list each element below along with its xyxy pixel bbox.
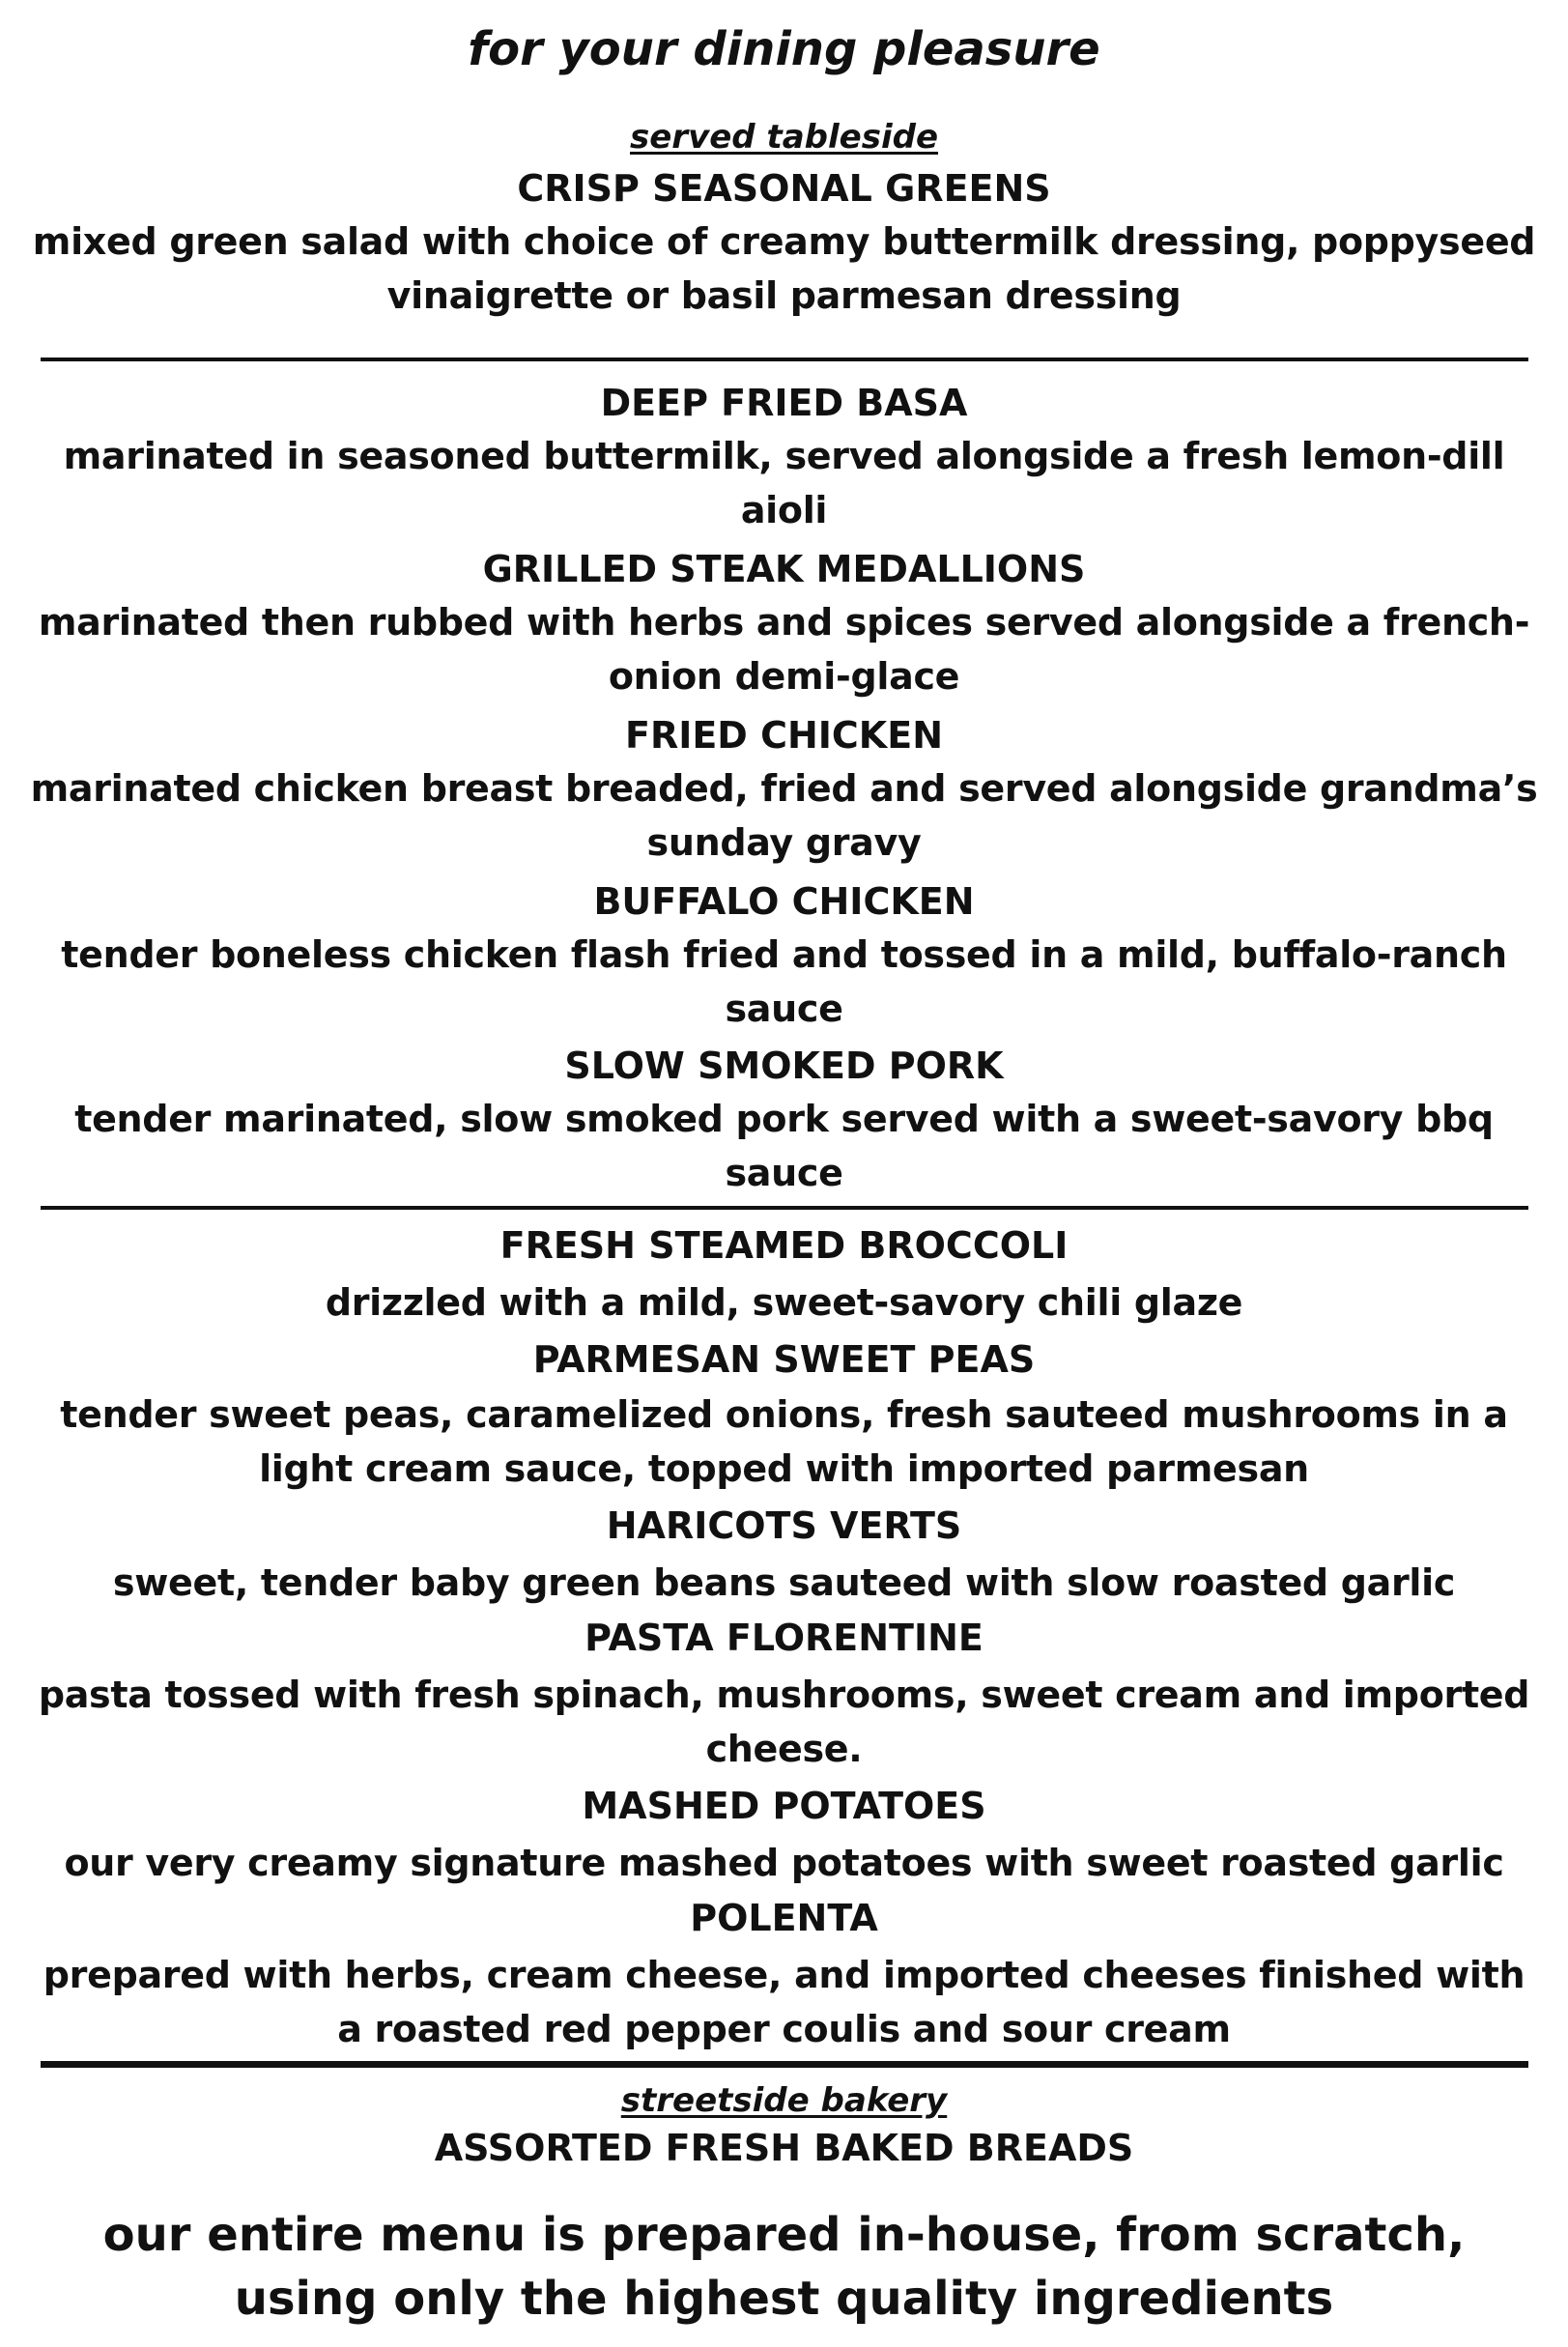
entree-desc-line: sunday gravy [646,821,922,864]
footer-line-2: using only the highest quality ingredients [234,2272,1334,2326]
entree-name: FRIED CHICKEN [624,714,943,757]
entree-name: BUFFALO CHICKEN [593,880,975,923]
side-desc-line: sweet, tender baby green beans sauteed with slow roasted garlic [112,1561,1456,1604]
streetside-bakery-label: streetside bakery [620,2081,948,2120]
entree-name: DEEP FRIED BASA [600,382,968,424]
side-name: POLENTA [690,1897,878,1939]
side-desc-line: drizzled with a mild, sweet-savory chili glaze [325,1281,1243,1324]
entree-desc-line: tender boneless chicken flash fried and tossed in a mild, buffalo-ranch [61,933,1507,976]
bakery-item-name: ASSORTED FRESH BAKED BREADS [434,2127,1134,2169]
divider [41,1206,1528,1210]
entree-desc-line: tender marinated, slow smoked pork served with a sweet-savory bbq [74,1098,1494,1140]
side-desc-line: pasta tossed with fresh spinach, mushrooms, sweet cream and imported [38,1674,1530,1716]
salad-desc-line-2: vinaigrette or basil parmesan dressing [386,274,1182,317]
side-desc-line: our very creamy signature mashed potatoes with sweet roasted garlic [64,1842,1504,1884]
entree-name: SLOW SMOKED PORK [564,1045,1004,1087]
side-name: MASHED POTATOES [582,1785,986,1827]
side-name: PASTA FLORENTINE [584,1617,984,1659]
footer-line-1: our entire menu is prepared in-house, from scratch, [102,2208,1466,2262]
entree-desc-line: marinated then rubbed with herbs and spices served alongside a french- [38,601,1530,644]
entree-desc-line: sauce [725,1152,843,1194]
entree-desc-line: onion demi-glace [608,655,960,698]
entree-name: GRILLED STEAK MEDALLIONS [482,548,1086,590]
side-name: HARICOTS VERTS [606,1504,962,1547]
side-desc-line: a roasted red pepper coulis and sour cream [337,2008,1231,2050]
side-desc-line: prepared with herbs, cream cheese, and imported cheeses finished with [43,1954,1525,1996]
menu-title: for your dining pleasure [468,22,1100,76]
divider [41,358,1528,361]
entree-desc-line: marinated in seasoned buttermilk, served alongside a fresh lemon-dill [63,435,1505,477]
side-desc-line: light cream sauce, topped with imported parmesan [259,1447,1309,1490]
side-name: FRESH STEAMED BROCCOLI [499,1224,1069,1267]
salad-name: CRISP SEASONAL GREENS [517,167,1051,210]
divider-thick [41,2061,1528,2068]
entree-desc-line: aioli [740,489,828,531]
entree-desc-line: marinated chicken breast breaded, fried and served alongside grandma’s [30,767,1538,810]
side-desc-line: cheese. [705,1728,863,1770]
served-tableside-label: served tableside [630,118,938,157]
entree-desc-line: sauce [725,987,843,1030]
salad-desc-line-1: mixed green salad with choice of creamy buttermilk dressing, poppyseed [32,220,1536,263]
side-desc-line: tender sweet peas, caramelized onions, fresh sauteed mushrooms in a [60,1393,1508,1436]
side-name: PARMESAN SWEET PEAS [532,1338,1036,1381]
